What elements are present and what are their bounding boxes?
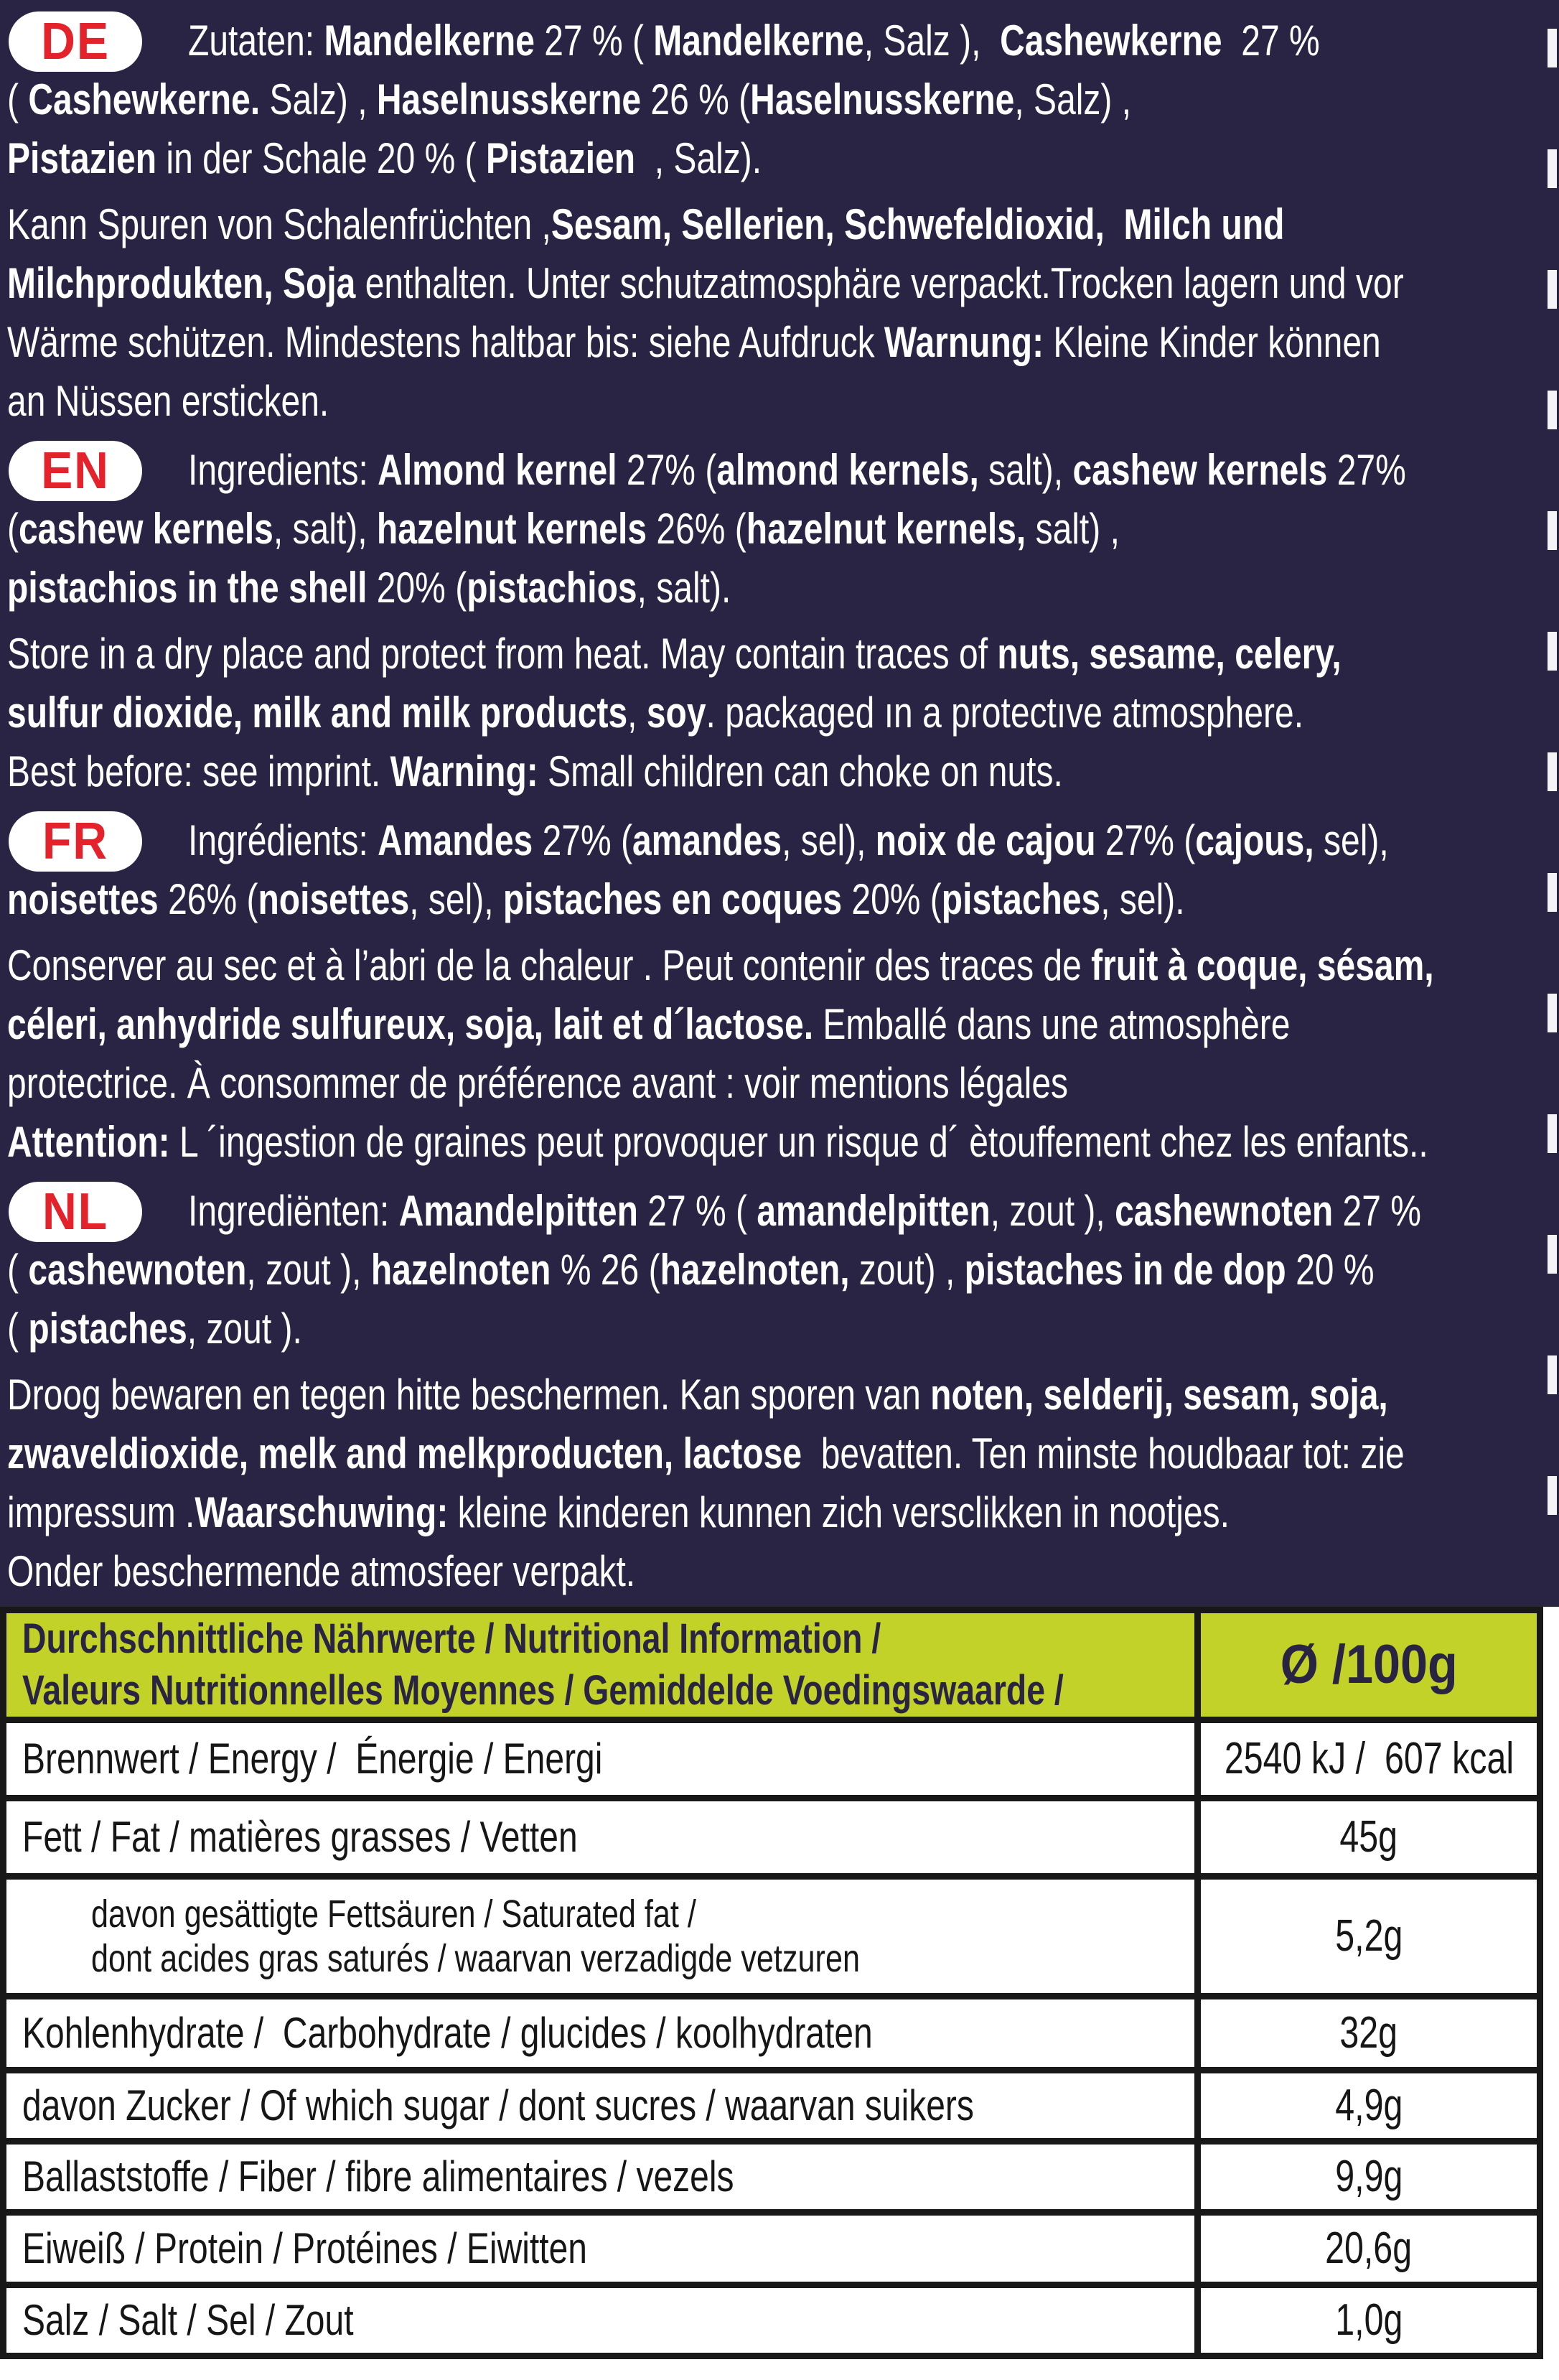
table-header-label xyxy=(6,1613,1194,1717)
nutrient-value-line xyxy=(1326,1911,1413,1961)
nutrient-label-text: Kohlenhydrate / Carbohydrate / glucides / koolhydraten xyxy=(22,2009,873,2057)
text-line-content xyxy=(7,1424,1405,1483)
text-line xyxy=(7,936,1559,995)
per-100g-text: Ø /100g xyxy=(1280,1634,1458,1695)
text-run: , salt), xyxy=(273,505,377,553)
text-run: 26% ( xyxy=(656,505,746,553)
nutrient-label-cell xyxy=(6,2288,1194,2353)
bold-run: Warnung: xyxy=(884,318,1054,366)
nutrient-value-text: 9,9g xyxy=(1334,2152,1403,2201)
text-line-content xyxy=(7,129,762,188)
text-run: , Salz). xyxy=(645,134,762,182)
bold-run: cashew kernels xyxy=(18,505,273,553)
nutrient-label-cell xyxy=(6,2145,1194,2209)
text-line-content xyxy=(7,559,731,617)
bold-run: noisettes xyxy=(7,875,169,923)
bold-run: hazelnut kernels, xyxy=(746,505,1036,553)
table-header-line xyxy=(22,1665,1194,1717)
bold-run: Mandelkerne xyxy=(324,17,545,65)
text-line-content xyxy=(7,1542,635,1601)
nutrient-label-cell xyxy=(6,1880,1194,1993)
nutrient-label-cell xyxy=(6,1999,1194,2067)
text-run: kleine kinderen kunnen zich versclikken in nootjes. xyxy=(457,1488,1230,1536)
text-run: 27% xyxy=(1336,446,1406,494)
bold-run: amandelpitten xyxy=(757,1187,991,1235)
nutrient-value-cell xyxy=(1201,2145,1537,2209)
text-line-content xyxy=(188,11,1320,70)
text-run: , xyxy=(856,816,876,864)
text-line xyxy=(7,1299,1559,1358)
lang-badge-nl xyxy=(9,1182,142,1242)
nutrient-value-cell xyxy=(1201,2216,1537,2282)
nutrient-label-line xyxy=(22,1892,1194,1936)
bold-run: noisettes xyxy=(258,875,410,923)
text-line-content xyxy=(7,70,1131,129)
bold-run: zwaveldioxide, melk and melkproducten, lactose xyxy=(7,1429,812,1478)
text-run: ( xyxy=(7,1246,29,1294)
bold-run: nuts, sesame, celery, xyxy=(997,630,1342,678)
text-run: protectrice. À consommer de préférence avant : voir mentions légales xyxy=(7,1059,1069,1107)
text-run: impressum . xyxy=(7,1488,195,1536)
nutrient-label-line xyxy=(22,2295,1194,2346)
nutrient-label-line xyxy=(22,2008,1194,2058)
bold-run: Milchprodukten, Soja xyxy=(7,259,365,307)
lang-badge-label: FR xyxy=(42,813,108,870)
bold-run: pistachios xyxy=(467,564,637,612)
text-run: , salt). xyxy=(637,564,731,612)
text-line xyxy=(7,683,1559,742)
text-run: bevatten. Ten minste houdbaar tot: zie xyxy=(811,1429,1405,1478)
text-run: 26% ( xyxy=(168,875,258,923)
bold-run: Sesam, Sellerien, Schwefeldioxid, Milch und xyxy=(551,200,1285,248)
text-line xyxy=(7,625,1559,683)
nutrient-label-text: davon Zucker / Of which sugar / dont sucres / waarvan suikers xyxy=(22,2081,974,2129)
nutrient-value-line xyxy=(1326,2081,1413,2131)
text-run: 20% ( xyxy=(851,875,942,923)
text-run: , sel). xyxy=(1100,875,1185,923)
text-run: Emballé dans une atmosphère xyxy=(823,1000,1291,1048)
bold-run: Pistazien xyxy=(7,134,167,182)
nutrient-value-text: 20,6g xyxy=(1325,2223,1413,2273)
text-line-content xyxy=(7,372,329,431)
bold-run: Cashewkerne. xyxy=(28,75,261,123)
text-line xyxy=(7,372,1559,431)
text-line xyxy=(7,742,1559,801)
text-run: , sel) xyxy=(782,816,857,864)
text-run: , xyxy=(627,689,647,737)
text-line xyxy=(7,1483,1559,1542)
nutrient-label-text: Eiweiß / Protein / Protéines / Eiwitten xyxy=(22,2224,587,2272)
bold-run: Amandelpitten xyxy=(398,1187,648,1235)
text-run: , sel), xyxy=(409,875,503,923)
text-run: Best before: see imprint. xyxy=(7,747,390,795)
nutrient-value-text: 4,9g xyxy=(1334,2081,1403,2130)
text-run: % 26 ( xyxy=(560,1246,660,1294)
section-en xyxy=(7,441,1559,801)
text-run: salt), xyxy=(988,446,1073,494)
text-line xyxy=(7,870,1559,929)
bold-run: pistachios in the shell xyxy=(7,564,377,612)
text-run: in der Schale 20 % ( xyxy=(166,134,487,182)
bold-run: cashew kernels xyxy=(1072,446,1337,494)
text-line xyxy=(7,195,1559,254)
text-run: 27 % xyxy=(1222,17,1320,65)
lang-badge-fr xyxy=(9,811,142,872)
bold-run: Attention: xyxy=(7,1118,179,1166)
bold-run: pistaches in de dop xyxy=(964,1246,1296,1294)
nutrient-label-line xyxy=(22,2152,1194,2202)
text-line-content xyxy=(7,500,1120,559)
table-header-line xyxy=(22,1613,1194,1665)
nutrient-value-text: 1,0g xyxy=(1334,2295,1403,2345)
table-header-text: Valeurs Nutritionnelles Moyennes / Gemiddelde Voedingswaarde / xyxy=(22,1667,1064,1714)
lang-badge-label: DE xyxy=(41,13,110,70)
text-run: 27 % xyxy=(1342,1187,1421,1235)
text-line-content xyxy=(7,870,1185,929)
bold-run: Cashewkerne xyxy=(1000,17,1222,65)
text-run: Kleine Kinder können xyxy=(1053,318,1381,366)
nutrient-label-text: Brennwert / Energy / Énergie / Energi xyxy=(22,1735,603,1783)
text-run: ( xyxy=(7,1305,29,1353)
text-line-content xyxy=(7,313,1381,372)
nutrient-value-text: 32g xyxy=(1339,2008,1398,2058)
lang-badge-label: NL xyxy=(42,1183,108,1241)
text-line xyxy=(7,11,1559,70)
text-run: Droog bewaren en tegen hitte beschermen. Kan sporen van xyxy=(7,1371,931,1419)
nutrient-value-text: 5,2g xyxy=(1334,1911,1403,1961)
text-line-content xyxy=(188,441,1406,500)
nutrient-label-cell xyxy=(6,2073,1194,2138)
package-edge-perforation xyxy=(1548,29,1557,1587)
nutrient-value-text: 45g xyxy=(1339,1812,1398,1862)
nutrient-value-cell xyxy=(1201,1723,1537,1795)
text-run: 20 % xyxy=(1296,1246,1375,1294)
text-run: salt) , xyxy=(1035,505,1120,553)
bold-run: Haselnusskerne xyxy=(376,75,651,123)
bold-run: Warning: xyxy=(390,747,548,795)
section-fr xyxy=(7,811,1559,1172)
text-run: Conserver au sec et à l’abri de la chaleur . Peut contenir des traces de xyxy=(7,941,1092,989)
bold-run: hazelnoten, xyxy=(660,1246,850,1294)
text-run: Store in a dry place and protect from heat. May contain traces of xyxy=(7,630,998,678)
text-line xyxy=(7,441,1559,500)
bold-run: Almond kernel xyxy=(378,446,627,494)
text-run: ( xyxy=(7,505,19,553)
section-de xyxy=(7,11,1559,431)
text-run: an Nüssen ersticken. xyxy=(7,377,329,425)
text-line xyxy=(7,70,1559,129)
text-line-content xyxy=(7,254,1404,313)
text-run: , Salz ), xyxy=(863,17,1001,65)
text-line-content xyxy=(7,1299,302,1358)
table-header-text: Durchschnittliche Nährwerte / Nutritional Information / xyxy=(22,1615,881,1662)
nutrient-value-line xyxy=(1201,1734,1537,1784)
text-line-content xyxy=(7,1366,1388,1424)
bold-run: Amandes xyxy=(378,816,543,864)
text-run: sel), xyxy=(1324,816,1389,864)
bold-run: soy xyxy=(646,689,706,737)
text-run: 27% ( xyxy=(542,816,632,864)
lang-badge-de xyxy=(9,11,142,72)
nutrient-label-cell xyxy=(6,2216,1194,2282)
bold-run: sulfur dioxide, milk and milk products xyxy=(7,689,628,737)
text-run: Onder beschermende atmosfeer verpakt. xyxy=(7,1547,636,1595)
bold-run: noix de cajou xyxy=(875,816,1105,864)
bold-run: pistaches xyxy=(28,1305,187,1353)
per-100g-heading xyxy=(1270,1634,1468,1695)
nutrient-label-line xyxy=(22,2081,1194,2131)
nutrient-label-cell xyxy=(6,1723,1194,1795)
bold-run: cashewnoten xyxy=(1115,1187,1343,1235)
text-line xyxy=(7,1424,1559,1483)
nutrient-label-line xyxy=(22,1734,1194,1784)
text-run: Kann Spuren von Schalenfrüchten , xyxy=(7,200,551,248)
nutrient-label-line xyxy=(22,1812,1194,1862)
text-line xyxy=(7,1054,1559,1113)
nutrient-label-text: davon gesättigte Fettsäuren / Saturated fat / xyxy=(91,1893,696,1936)
nutrient-value-cell xyxy=(1201,2288,1537,2353)
text-line-content xyxy=(7,683,1303,742)
bold-run: Haselnusskerne xyxy=(750,75,1015,123)
text-run: Wärme schützen. Mindestens haltbar bis: siehe Aufdruck xyxy=(7,318,884,366)
text-line xyxy=(7,995,1559,1054)
text-line-content xyxy=(188,811,1389,870)
nutrient-value-line xyxy=(1326,2295,1413,2346)
text-line xyxy=(7,1182,1559,1241)
bold-run: fruit à coque, sésam, xyxy=(1091,941,1434,989)
text-line xyxy=(7,254,1559,313)
bold-run: noten, selderij, sesam, soja, xyxy=(930,1371,1388,1419)
text-line xyxy=(7,129,1559,188)
nutrient-value-cell xyxy=(1201,1999,1537,2067)
text-line-content xyxy=(188,1182,1421,1241)
text-run: , zout ), xyxy=(246,1246,371,1294)
bold-run: amandes xyxy=(632,816,782,864)
nutrient-label-cell xyxy=(6,1801,1194,1873)
section-nl xyxy=(7,1182,1559,1601)
nutrient-value-line xyxy=(1313,2223,1424,2274)
text-line-content xyxy=(7,936,1434,995)
text-line-content xyxy=(7,1054,1068,1113)
text-run: 26 % ( xyxy=(650,75,751,123)
text-run: L ´ingestion de graines peut provoquer un risque d´ ètouffement chez les enfants.. xyxy=(179,1118,1428,1166)
bold-run: cajous, xyxy=(1195,816,1324,864)
nutrient-value-line xyxy=(1326,2152,1413,2202)
text-line xyxy=(7,559,1559,617)
nutrient-label-line xyxy=(22,2223,1194,2274)
sections-root xyxy=(7,11,1559,1601)
text-run: 20% ( xyxy=(376,564,467,612)
text-line xyxy=(7,1241,1559,1299)
nutrient-label-line xyxy=(22,1936,1194,1981)
text-line xyxy=(7,313,1559,372)
bold-run: Pistazien xyxy=(486,134,645,182)
text-run: . packaged ın a protectıve atmosphere. xyxy=(706,689,1304,737)
text-line-content xyxy=(7,995,1290,1054)
nutrient-value-text: 2540 kJ / 607 kcal xyxy=(1224,1734,1514,1783)
text-run: 27% ( xyxy=(626,446,717,494)
text-run: ( xyxy=(7,75,29,123)
nutrient-label-text: Salz / Salt / Sel / Zout xyxy=(22,2296,354,2344)
nutrient-value-cell xyxy=(1201,2073,1537,2138)
nutrient-label-text: dont acides gras saturés / waarvan verzadigde vetzuren xyxy=(91,1937,860,1980)
bold-run: hazelnoten xyxy=(370,1246,561,1294)
nutrient-label-text: Fett / Fat / matières grasses / Vetten xyxy=(22,1813,578,1861)
text-run: Ingrédients: xyxy=(188,816,378,864)
text-run: Ingredients: xyxy=(188,446,378,494)
bold-run: almond kernels, xyxy=(716,446,989,494)
text-line-content xyxy=(7,1241,1375,1299)
nutrient-value-line xyxy=(1331,1812,1405,1862)
text-run: 27% ( xyxy=(1105,816,1196,864)
text-run: 27 % ( xyxy=(544,17,654,65)
text-run: Salz) , xyxy=(260,75,377,123)
text-line xyxy=(7,1113,1559,1172)
text-run: Zutaten: xyxy=(188,17,324,65)
bold-run: Mandelkerne xyxy=(653,17,864,65)
bold-run: Waarschuwing: xyxy=(195,1488,458,1536)
bold-run: cashewnoten xyxy=(28,1246,247,1294)
text-run: 27 % ( xyxy=(647,1187,757,1235)
bold-run: pistaches xyxy=(941,875,1101,923)
text-line-content xyxy=(7,742,1063,801)
text-run: , Salz) , xyxy=(1014,75,1132,123)
text-line-content xyxy=(7,195,1284,254)
text-line xyxy=(7,1542,1559,1601)
text-run: , zout ). xyxy=(187,1305,302,1353)
text-line-content xyxy=(7,1483,1230,1542)
nutrition-table xyxy=(0,1607,1543,2359)
text-run: Small children can choke on nuts. xyxy=(548,747,1063,795)
nutrient-value-cell xyxy=(1201,1801,1537,1873)
bold-run: céleri, anhydride sulfureux, soja, lait et d´lactose. xyxy=(7,1000,823,1048)
text-line xyxy=(7,500,1559,559)
text-line-content xyxy=(7,625,1342,683)
bold-run: pistaches en coques xyxy=(502,875,852,923)
bold-run: hazelnut kernels xyxy=(376,505,657,553)
text-line xyxy=(7,1366,1559,1424)
lang-badge-label: EN xyxy=(41,442,110,500)
text-run: zout) , xyxy=(849,1246,965,1294)
nutrient-label-text: Ballaststoffe / Fiber / fibre alimentaires / vezels xyxy=(22,2152,734,2201)
text-run: Ingrediënten: xyxy=(188,1187,399,1235)
text-line-content xyxy=(7,1113,1428,1172)
text-run: enthalten. Unter schutzatmosphäre verpackt.Trocken lagern und vor xyxy=(365,259,1404,307)
text-line xyxy=(7,811,1559,870)
lang-badge-en xyxy=(9,441,142,501)
text-run: , zout ), xyxy=(990,1187,1115,1235)
nutrient-value-cell xyxy=(1201,1880,1537,1993)
nutrient-value-line xyxy=(1331,2008,1405,2058)
table-header-per100g xyxy=(1201,1613,1537,1717)
